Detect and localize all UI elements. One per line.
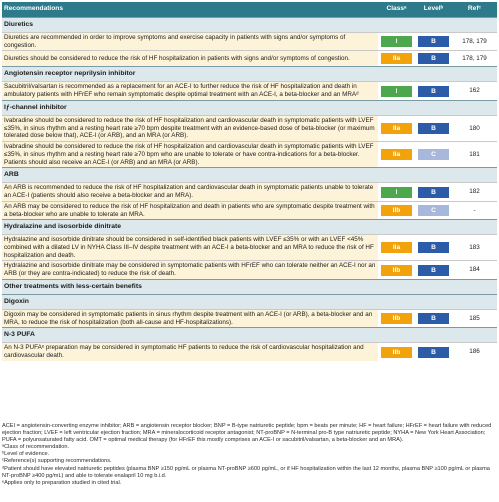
section-title: Other treatments with less-certain benefits bbox=[2, 279, 497, 294]
table-row bbox=[2, 33, 497, 51]
recommendation-text: Hydralazine and isosorbide dinitrate should be considered in self-identified black patients with LVEF ≤35% or with an LVEF <45% combined with a dilated LV in NYHA Class III–IV despite treatment with an ACE-I a beta-blocker and an MRA to reduce the risk of HF hospitalization and death. bbox=[2, 235, 378, 261]
section-title: Digoxin bbox=[2, 294, 497, 309]
level-cell bbox=[415, 261, 452, 279]
level-badge: B bbox=[418, 242, 449, 253]
level-cell bbox=[415, 115, 452, 141]
section-header-row bbox=[2, 328, 497, 343]
section-header-row bbox=[2, 279, 497, 294]
recommendation-text: An ARB may be considered to reduce the risk of HF hospitalization and death in patients who are symptomatic despite treatment with a beta-blocker who are unable to tolerate an MRA. bbox=[2, 201, 378, 219]
class-cell bbox=[378, 33, 415, 51]
header-recommendations: Recommendations bbox=[2, 2, 378, 18]
header-ref: Refᶜ bbox=[452, 2, 497, 18]
level-badge: C bbox=[418, 149, 449, 160]
level-cell bbox=[415, 235, 452, 261]
class-cell bbox=[378, 201, 415, 219]
class-badge: IIb bbox=[381, 313, 412, 324]
level-cell bbox=[415, 183, 452, 201]
table-row bbox=[2, 343, 497, 361]
reference-cell: 178, 179 bbox=[452, 51, 497, 67]
table-row bbox=[2, 235, 497, 261]
recommendation-text: Diuretics are recommended in order to improve symptoms and exercise capacity in patients with signs and/or symptoms of congestion. bbox=[2, 33, 378, 51]
class-badge: I bbox=[381, 187, 412, 198]
recommendation-text: Diuretics should be considered to reduce the risk of HF hospitalization in patients with signs and/or symptoms of congestion. bbox=[2, 51, 378, 67]
reference-cell: - bbox=[452, 201, 497, 219]
reference-cell: 180 bbox=[452, 115, 497, 141]
level-badge: B bbox=[418, 36, 449, 47]
class-cell bbox=[378, 183, 415, 201]
level-cell bbox=[415, 343, 452, 361]
section-title: Iƒ-channel inhibitor bbox=[2, 100, 497, 115]
table-row bbox=[2, 115, 497, 141]
section-header-row bbox=[2, 18, 497, 33]
class-badge: IIb bbox=[381, 205, 412, 216]
level-badge: B bbox=[418, 313, 449, 324]
level-cell bbox=[415, 142, 452, 168]
class-badge: IIa bbox=[381, 53, 412, 64]
footnote: ACEI = angiotensin-converting enzyme inhibitor; ARB = angiotensin receptor blocker; BNP = B-type natriuretic peptide; bpm = beats per minute; HF = heart failure; HFrEF = heart failure with reduced ejection fraction; LVEF = left ventricular ejection fraction; MRA = mineralocorticoid receptor antagonist; NT-proBNP = N-terminal pro-B type natriuretic peptide; NYHA = New York Heart Association; PUFA = polyunsaturated fatty acid. OMT = optimal medical therapy (for HFrEF this mostly comprises an ACE-I or sacubitril/valsartan, a beta-blocker and an MRA). bbox=[2, 423, 492, 444]
class-cell bbox=[378, 309, 415, 327]
header-level: Levelᵇ bbox=[415, 2, 452, 18]
section-header-row bbox=[2, 67, 497, 82]
class-cell bbox=[378, 343, 415, 361]
class-badge: IIa bbox=[381, 242, 412, 253]
section-header-row bbox=[2, 168, 497, 183]
level-badge: B bbox=[418, 53, 449, 64]
recommendation-text: Ivabradine should be considered to reduce the risk of HF hospitalization and cardiovascular death in symptomatic patients with LVEF ≤35%, in sinus rhythm and a resting heart rate ≥70 bpm despite treatment with an evidence-based dose of beta-blocker (or maximum tolerated dose below that), ACE-I (or ARB), and an MRA (or ARB). bbox=[2, 115, 378, 141]
section-title: ARB bbox=[2, 168, 497, 183]
footnote: ᶜReference(s) supporting recommendations. bbox=[2, 458, 112, 465]
reference-cell: 182 bbox=[452, 183, 497, 201]
class-badge: IIb bbox=[381, 347, 412, 358]
footnote: ᵃClass of recommendation. bbox=[2, 444, 70, 451]
class-cell bbox=[378, 261, 415, 279]
level-cell bbox=[415, 51, 452, 67]
level-badge: B bbox=[418, 123, 449, 134]
recommendation-text: Digoxin may be considered in symptomatic patients in sinus rhythm despite treatment with an ACE-I (or ARB), a beta-blocker and an MRA, to reduce the risk of hospitalization (both all-cause and HF-hospitalizations). bbox=[2, 309, 378, 327]
level-cell bbox=[415, 33, 452, 51]
reference-cell: 185 bbox=[452, 309, 497, 327]
header-class: Classᵃ bbox=[378, 2, 415, 18]
reference-cell: 181 bbox=[452, 142, 497, 168]
class-cell bbox=[378, 51, 415, 67]
reference-cell: 186 bbox=[452, 343, 497, 361]
class-cell bbox=[378, 142, 415, 168]
recommendation-text: An N-3 PUFAᵉ preparation may be considered in symptomatic HF patients to reduce the risk of cardiovascular hospitalization and cardiovascular death. bbox=[2, 343, 378, 361]
recommendation-text: Hydralazine and isosorbide dinitrate may be considered in symptomatic patients with HFrEF who can tolerate neither an ACE-I nor an ARB (or they are contra-indicated) to reduce the risk of death. bbox=[2, 261, 378, 279]
level-badge: B bbox=[418, 187, 449, 198]
table-row bbox=[2, 309, 497, 327]
recommendation-text: An ARB is recommended to reduce the risk of HF hospitalization and cardiovascular death in symptomatic patients unable to tolerate an ACE-I (patients should also receive a beta-blocker and an MRA). bbox=[2, 183, 378, 201]
class-badge: I bbox=[381, 36, 412, 47]
section-header-row bbox=[2, 220, 497, 235]
table-row bbox=[2, 261, 497, 279]
level-badge: B bbox=[418, 347, 449, 358]
level-cell bbox=[415, 309, 452, 327]
level-cell bbox=[415, 82, 452, 100]
class-cell bbox=[378, 82, 415, 100]
table-row bbox=[2, 201, 497, 219]
class-cell bbox=[378, 235, 415, 261]
level-badge: C bbox=[418, 205, 449, 216]
level-cell bbox=[415, 201, 452, 219]
table-body bbox=[2, 18, 497, 361]
class-badge: IIa bbox=[381, 123, 412, 134]
table-row bbox=[2, 142, 497, 168]
table-row bbox=[2, 183, 497, 201]
recommendations-table bbox=[2, 2, 497, 361]
footnote: ᵇLevel of evidence. bbox=[2, 451, 50, 458]
class-badge: IIa bbox=[381, 149, 412, 160]
reference-cell: 183 bbox=[452, 235, 497, 261]
class-badge: I bbox=[381, 86, 412, 97]
footnotes bbox=[2, 423, 497, 487]
section-title: N-3 PUFA bbox=[2, 328, 497, 343]
table-row bbox=[2, 51, 497, 67]
recommendations-document bbox=[0, 2, 499, 502]
section-title: Hydralazine and isosorbide dinitrate bbox=[2, 220, 497, 235]
recommendation-text: Ivabradine should be considered to reduce the risk of HF hospitalization and cardiovascular death in symptomatic patients with LVEF ≤35%, in sinus rhythm and a resting heart rate ≥70 bpm who are unable to tolerate or have contra-indications for a beta-blocker. Patients should also receive an ACE-I (or ARB) and an MRA (or ARB). bbox=[2, 142, 378, 168]
section-header-row bbox=[2, 100, 497, 115]
section-title: Angiotensin receptor neprilysin inhibitor bbox=[2, 67, 497, 82]
level-badge: B bbox=[418, 86, 449, 97]
footnote: ᵉApplies only to preparation studied in cited trial. bbox=[2, 479, 122, 486]
footnote: ᵈPatient should have elevated natriuretic peptides (plasma BNP ≥150 pg/mL or plasma NT-proBNP ≥600 pg/mL, or if HF hospitalization within the last 12 months, plasma BNP ≥100 pg/mL or plasma NT-proBNP ≥400 pg/mL) and able to tolerate enalapril 10 mg b.i.d. bbox=[2, 465, 490, 479]
level-badge: B bbox=[418, 265, 449, 276]
reference-cell: 178, 179 bbox=[452, 33, 497, 51]
table-row bbox=[2, 82, 497, 100]
table-header-row bbox=[2, 2, 497, 18]
reference-cell: 184 bbox=[452, 261, 497, 279]
recommendation-text: Sacubitril/valsartan is recommended as a replacement for an ACE-I to further reduce the risk of HF hospitalization and death in ambulatory patients with HFrEF who remain symptomatic despite optimal treatment with an ACE-I, a beta-blocker and an MRAᵈ bbox=[2, 82, 378, 100]
section-title: Diuretics bbox=[2, 18, 497, 33]
reference-cell: 162 bbox=[452, 82, 497, 100]
section-header-row bbox=[2, 294, 497, 309]
class-cell bbox=[378, 115, 415, 141]
class-badge: IIb bbox=[381, 265, 412, 276]
